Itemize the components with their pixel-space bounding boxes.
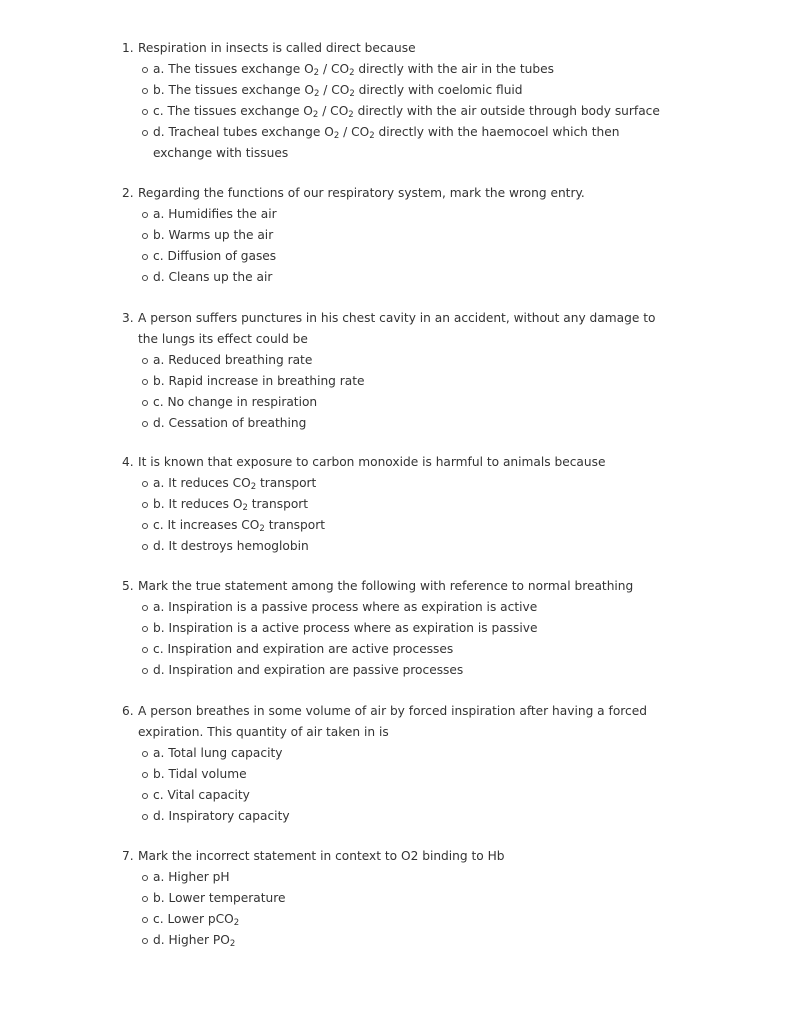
option-list bbox=[122, 473, 662, 557]
question-text: Regarding the functions of our respiratory system, mark the wrong entry. bbox=[138, 186, 585, 200]
bullet-circle-icon bbox=[142, 421, 148, 427]
option-b: b. Lower temperature bbox=[122, 888, 662, 909]
option-a: a. Inspiration is a passive process where as expiration is active bbox=[122, 597, 662, 618]
question-text: Mark the true statement among the following with reference to normal breathing bbox=[138, 579, 634, 593]
bullet-circle-icon bbox=[142, 647, 148, 653]
option-c: c. It increases $CO_2$ transport bbox=[122, 515, 662, 536]
option-a: a. The tissues exchange $O_2 / CO_2$ directly with the air in the tubes bbox=[122, 59, 662, 80]
option-c: c. Diffusion of gases bbox=[122, 246, 662, 267]
question-number: 4. bbox=[122, 455, 134, 469]
question-stem bbox=[122, 308, 662, 350]
option-letter: c. bbox=[153, 249, 164, 263]
question-text: A person suffers punctures in his chest cavity in an accident, without any damage to the lungs its effect could be bbox=[138, 311, 656, 346]
bullet-circle-icon bbox=[142, 88, 148, 94]
option-letter: b. bbox=[153, 374, 165, 388]
option-letter: a. bbox=[153, 746, 165, 760]
question-6 bbox=[122, 701, 662, 827]
option-a: a. Higher pH bbox=[122, 867, 662, 888]
question-4 bbox=[122, 452, 662, 557]
option-letter: d. bbox=[153, 663, 165, 677]
question-number: 1. bbox=[122, 41, 134, 55]
option-c: c. No change in respiration bbox=[122, 392, 662, 413]
bullet-circle-icon bbox=[142, 523, 148, 529]
option-letter: b. bbox=[153, 83, 165, 97]
option-letter: a. bbox=[153, 476, 165, 490]
option-letter: d. bbox=[153, 270, 165, 284]
option-letter: c. bbox=[153, 395, 164, 409]
question-5 bbox=[122, 576, 662, 681]
option-letter: c. bbox=[153, 642, 164, 656]
option-b: b. Tidal volume bbox=[122, 764, 662, 785]
option-d: d. It destroys hemoglobin bbox=[122, 536, 662, 557]
bullet-circle-icon bbox=[142, 67, 148, 73]
bullet-circle-icon bbox=[142, 254, 148, 260]
question-text: Respiration in insects is called direct because bbox=[138, 41, 416, 55]
option-letter: a. bbox=[153, 207, 165, 221]
option-a: a. Reduced breathing rate bbox=[122, 350, 662, 371]
option-c: c. Lower pCO$_2$ bbox=[122, 909, 662, 930]
question-number: 5. bbox=[122, 579, 134, 593]
option-letter: b. bbox=[153, 497, 165, 511]
option-letter: b. bbox=[153, 767, 165, 781]
option-list bbox=[122, 597, 662, 681]
bullet-circle-icon bbox=[142, 130, 148, 136]
option-a: a. Humidifies the air bbox=[122, 204, 662, 225]
question-text: It is known that exposure to carbon monoxide is harmful to animals because bbox=[138, 455, 606, 469]
option-letter: d. bbox=[153, 416, 165, 430]
bullet-circle-icon bbox=[142, 772, 148, 778]
option-list bbox=[122, 867, 662, 951]
bullet-circle-icon bbox=[142, 917, 148, 923]
option-list bbox=[122, 743, 662, 827]
question-number: 6. bbox=[122, 704, 134, 718]
question-stem bbox=[122, 576, 662, 597]
option-b: b. Warms up the air bbox=[122, 225, 662, 246]
option-letter: a. bbox=[153, 600, 165, 614]
bullet-circle-icon bbox=[142, 605, 148, 611]
option-d: d. Higher $PO_2$ bbox=[122, 930, 662, 951]
bullet-circle-icon bbox=[142, 109, 148, 115]
bullet-circle-icon bbox=[142, 233, 148, 239]
option-letter: a. bbox=[153, 62, 165, 76]
bullet-circle-icon bbox=[142, 502, 148, 508]
option-c: c. Vital capacity bbox=[122, 785, 662, 806]
option-letter: d. bbox=[153, 809, 165, 823]
option-letter: d. bbox=[153, 539, 165, 553]
option-b: b. It reduces $O_2$ transport bbox=[122, 494, 662, 515]
bullet-circle-icon bbox=[142, 379, 148, 385]
option-letter: c. bbox=[153, 104, 164, 118]
bullet-circle-icon bbox=[142, 793, 148, 799]
question-2 bbox=[122, 183, 662, 288]
option-c: c. The tissues exchange $O_2 / CO_2$ directly with the air outside through body surface bbox=[122, 101, 662, 122]
question-stem bbox=[122, 183, 662, 204]
option-letter: d. bbox=[153, 125, 165, 139]
option-letter: c. bbox=[153, 518, 164, 532]
question-7 bbox=[122, 846, 662, 951]
bullet-circle-icon bbox=[142, 626, 148, 632]
question-stem bbox=[122, 452, 662, 473]
option-b: b. Rapid increase in breathing rate bbox=[122, 371, 662, 392]
question-3 bbox=[122, 308, 662, 434]
question-number: 3. bbox=[122, 311, 134, 325]
question-stem bbox=[122, 701, 662, 743]
option-d: d. Tracheal tubes exchange $O_2 / CO_2$ directly with the haemocoel which then exchange with tissues bbox=[122, 122, 662, 164]
option-letter: a. bbox=[153, 353, 165, 367]
question-stem bbox=[122, 38, 662, 59]
bullet-circle-icon bbox=[142, 275, 148, 281]
option-c: c. Inspiration and expiration are active processes bbox=[122, 639, 662, 660]
bullet-circle-icon bbox=[142, 668, 148, 674]
option-letter: a. bbox=[153, 870, 165, 884]
bullet-circle-icon bbox=[142, 400, 148, 406]
option-d: d. Cessation of breathing bbox=[122, 413, 662, 434]
option-letter: c. bbox=[153, 912, 164, 926]
bullet-circle-icon bbox=[142, 212, 148, 218]
option-list bbox=[122, 204, 662, 288]
question-1 bbox=[122, 38, 662, 164]
option-d: d. Inspiration and expiration are passive processes bbox=[122, 660, 662, 681]
option-d: d. Cleans up the air bbox=[122, 267, 662, 288]
bullet-circle-icon bbox=[142, 896, 148, 902]
question-stem bbox=[122, 846, 662, 867]
question-text: Mark the incorrect statement in context to O2 binding to Hb bbox=[138, 849, 505, 863]
bullet-circle-icon bbox=[142, 481, 148, 487]
bullet-circle-icon bbox=[142, 358, 148, 364]
option-b: b. Inspiration is a active process where as expiration is passive bbox=[122, 618, 662, 639]
question-number: 7. bbox=[122, 849, 134, 863]
option-a: a. It reduces $CO_2$ transport bbox=[122, 473, 662, 494]
option-list bbox=[122, 59, 662, 164]
option-letter: c. bbox=[153, 788, 164, 802]
bullet-circle-icon bbox=[142, 875, 148, 881]
question-number: 2. bbox=[122, 186, 134, 200]
bullet-circle-icon bbox=[142, 938, 148, 944]
option-letter: b. bbox=[153, 228, 165, 242]
option-list bbox=[122, 350, 662, 434]
bullet-circle-icon bbox=[142, 544, 148, 550]
option-letter: b. bbox=[153, 891, 165, 905]
option-d: d. Inspiratory capacity bbox=[122, 806, 662, 827]
option-a: a. Total lung capacity bbox=[122, 743, 662, 764]
question-text: A person breathes in some volume of air by forced inspiration after having a forced expiration. This quantity of air taken in is bbox=[138, 704, 647, 739]
option-b: b. The tissues exchange $O_2 / CO_2$ directly with coelomic fluid bbox=[122, 80, 662, 101]
bullet-circle-icon bbox=[142, 751, 148, 757]
option-letter: b. bbox=[153, 621, 165, 635]
bullet-circle-icon bbox=[142, 814, 148, 820]
option-letter: d. bbox=[153, 933, 165, 947]
